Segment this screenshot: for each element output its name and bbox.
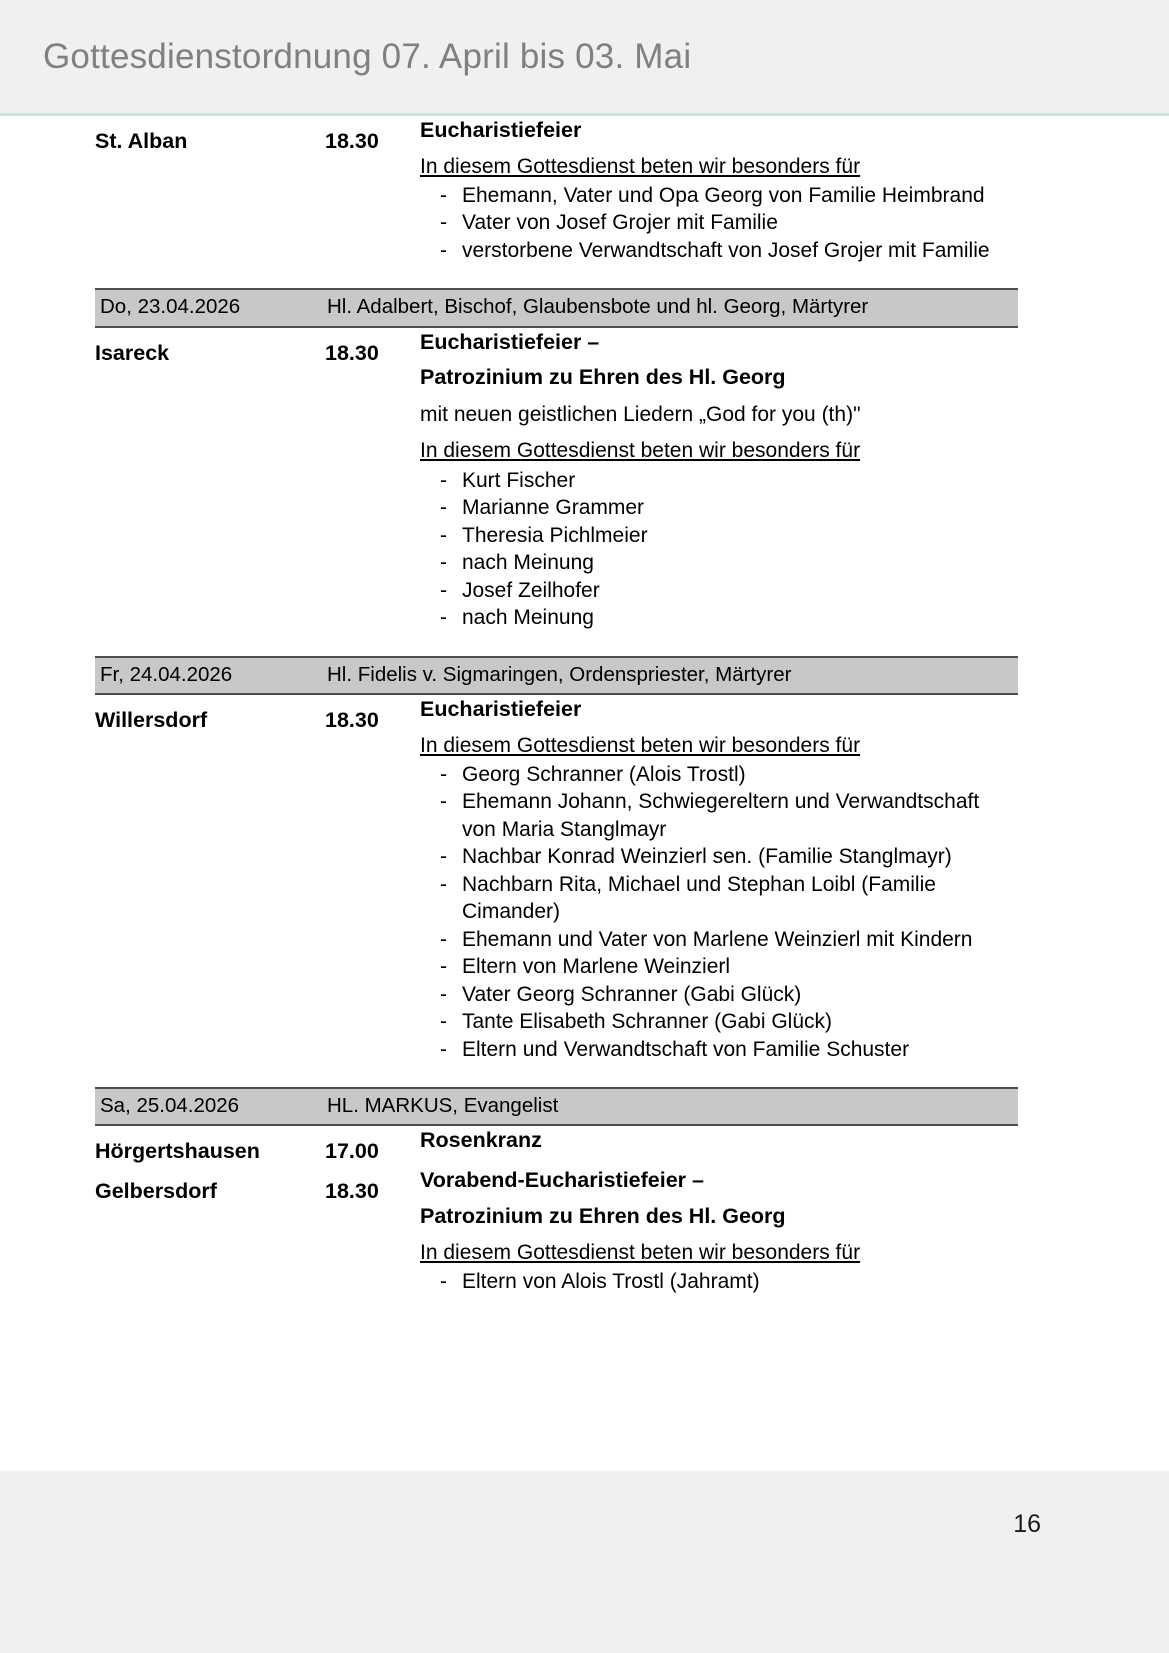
- list-item: - Eltern und Verwandtschaft von Familie Schuster: [434, 1036, 1018, 1064]
- page-number: 16: [1013, 1510, 1041, 1538]
- service-place: Isareck: [95, 340, 170, 365]
- service-details-cell: [420, 1166, 1018, 1295]
- service-title: Eucharistiefeier: [420, 696, 582, 721]
- service-time: 17.00: [325, 1139, 379, 1164]
- list-item: - Ehemann, Vater und Opa Georg von Familie Heimbrand: [434, 182, 1018, 210]
- spacer-cell: [95, 264, 1018, 289]
- list-item: - Theresia Pichlmeier: [434, 522, 1018, 550]
- service-title: Rosenkranz: [420, 1128, 542, 1153]
- date-feast: HL. MARKUS, Evangelist: [327, 1094, 559, 1118]
- list-item: - nach Meinung: [434, 549, 1018, 577]
- spacer-cell: [95, 1063, 1018, 1088]
- list-item: - Vater von Josef Grojer mit Familie: [434, 209, 1018, 237]
- list-item: - nach Meinung: [434, 604, 1018, 632]
- service-details-cell: [420, 116, 1018, 264]
- date-separator: [95, 289, 1018, 326]
- list-item: - Georg Schranner (Alois Trostl): [434, 761, 1018, 789]
- page-footer: [0, 1471, 1169, 1653]
- date-label: Do, 23.04.2026: [100, 295, 241, 319]
- intention-list: [420, 1268, 1018, 1296]
- service-title: Eucharistiefeier: [420, 118, 582, 142]
- list-item: - Kurt Fischer: [434, 467, 1018, 495]
- service-row: [95, 1166, 1018, 1295]
- date-separator: [95, 1088, 1018, 1125]
- intention-heading: In diesem Gottesdienst beten wir besonders für: [420, 439, 861, 463]
- list-item: - Tante Elisabeth Schranner (Gabi Glück): [434, 1008, 1018, 1036]
- list-item: - verstorbene Verwandtschaft von Josef Grojer mit Familie: [434, 237, 1018, 265]
- date-label-cell: [95, 657, 325, 694]
- service-place: Gelbersdorf: [95, 1179, 217, 1204]
- service-time: 18.30: [325, 129, 379, 153]
- list-item: - Marianne Grammer: [434, 494, 1018, 522]
- service-time-cell: [325, 1166, 420, 1295]
- date-label-cell: [95, 289, 325, 326]
- list-item: - Vater Georg Schranner (Gabi Glück): [434, 981, 1018, 1009]
- date-feast-cell: [325, 1088, 1018, 1125]
- service-time-cell: [325, 694, 420, 1063]
- service-row: [95, 116, 1018, 264]
- service-time: 18.30: [325, 707, 379, 732]
- date-label: Sa, 25.04.2026: [100, 1094, 240, 1118]
- page-header: [0, 0, 1169, 116]
- service-place-cell: [95, 694, 325, 1063]
- service-title: Eucharistiefeier –: [420, 329, 600, 354]
- date-feast-cell: [325, 657, 1018, 694]
- service-time: 18.30: [325, 1179, 379, 1204]
- service-time-cell: [325, 116, 420, 264]
- list-item: - Nachbar Konrad Weinzierl sen. (Familie Stanglmayr): [434, 843, 1018, 871]
- list-item: - Josef Zeilhofer: [434, 577, 1018, 605]
- service-place-cell: [95, 116, 325, 264]
- service-time-cell: [325, 327, 420, 632]
- service-place: Willersdorf: [95, 707, 208, 732]
- date-label: Fr, 24.04.2026: [100, 662, 233, 686]
- service-place-cell: [95, 1125, 325, 1166]
- service-time-cell: [325, 1125, 420, 1166]
- service-place-cell: [95, 327, 325, 632]
- service-details-cell: [420, 327, 1018, 632]
- row-spacer: [95, 264, 1018, 289]
- service-title: Vorabend-Eucharistiefeier –: [420, 1168, 704, 1193]
- service-schedule-table: [95, 116, 1018, 1296]
- service-row: [95, 1125, 1018, 1166]
- intention-list: [420, 761, 1018, 1064]
- date-feast-cell: [325, 289, 1018, 326]
- service-time: 18.30: [325, 340, 379, 365]
- schedule-content: [0, 116, 1169, 1296]
- date-separator: [95, 657, 1018, 694]
- intention-heading: In diesem Gottesdienst beten wir besonders für: [420, 1240, 861, 1264]
- service-subtitle: Patrozinium zu Ehren des Hl. Georg: [420, 1204, 786, 1229]
- service-place: St. Alban: [95, 129, 188, 153]
- list-item: - Ehemann Johann, Schwiegereltern und Verwandtschaft von Maria Stanglmayr: [434, 788, 1018, 843]
- intention-heading: In diesem Gottesdienst beten wir besonders für: [420, 733, 861, 757]
- service-subtitle: Patrozinium zu Ehren des Hl. Georg: [420, 365, 786, 390]
- spacer-cell: [95, 632, 1018, 657]
- service-details-cell: [420, 1125, 1018, 1166]
- intention-list: [420, 467, 1018, 632]
- service-row: [95, 327, 1018, 632]
- list-item: - Eltern von Alois Trostl (Jahramt): [434, 1268, 1018, 1296]
- service-note: mit neuen geistlichen Liedern „God for you (th)": [420, 403, 861, 427]
- date-feast: Hl. Adalbert, Bischof, Glaubensbote und hl. Georg, Märtyrer: [327, 295, 869, 319]
- date-label-cell: [95, 1088, 325, 1125]
- date-feast: Hl. Fidelis v. Sigmaringen, Ordenspriester, Märtyrer: [327, 662, 792, 686]
- row-spacer: [95, 1063, 1018, 1088]
- list-item: - Ehemann und Vater von Marlene Weinzierl mit Kindern: [434, 926, 1018, 954]
- service-place: Hörgertshausen: [95, 1139, 260, 1164]
- service-row: [95, 694, 1018, 1063]
- intention-list: [420, 182, 1018, 265]
- row-spacer: [95, 632, 1018, 657]
- list-item: - Eltern von Marlene Weinzierl: [434, 953, 1018, 981]
- intention-heading: In diesem Gottesdienst beten wir besonders für: [420, 154, 861, 178]
- page-title: Gottesdienstordnung 07. April bis 03. Mai: [43, 36, 692, 76]
- list-item: - Nachbarn Rita, Michael und Stephan Loibl (Familie Cimander): [434, 871, 1018, 926]
- service-place-cell: [95, 1166, 325, 1295]
- service-details-cell: [420, 694, 1018, 1063]
